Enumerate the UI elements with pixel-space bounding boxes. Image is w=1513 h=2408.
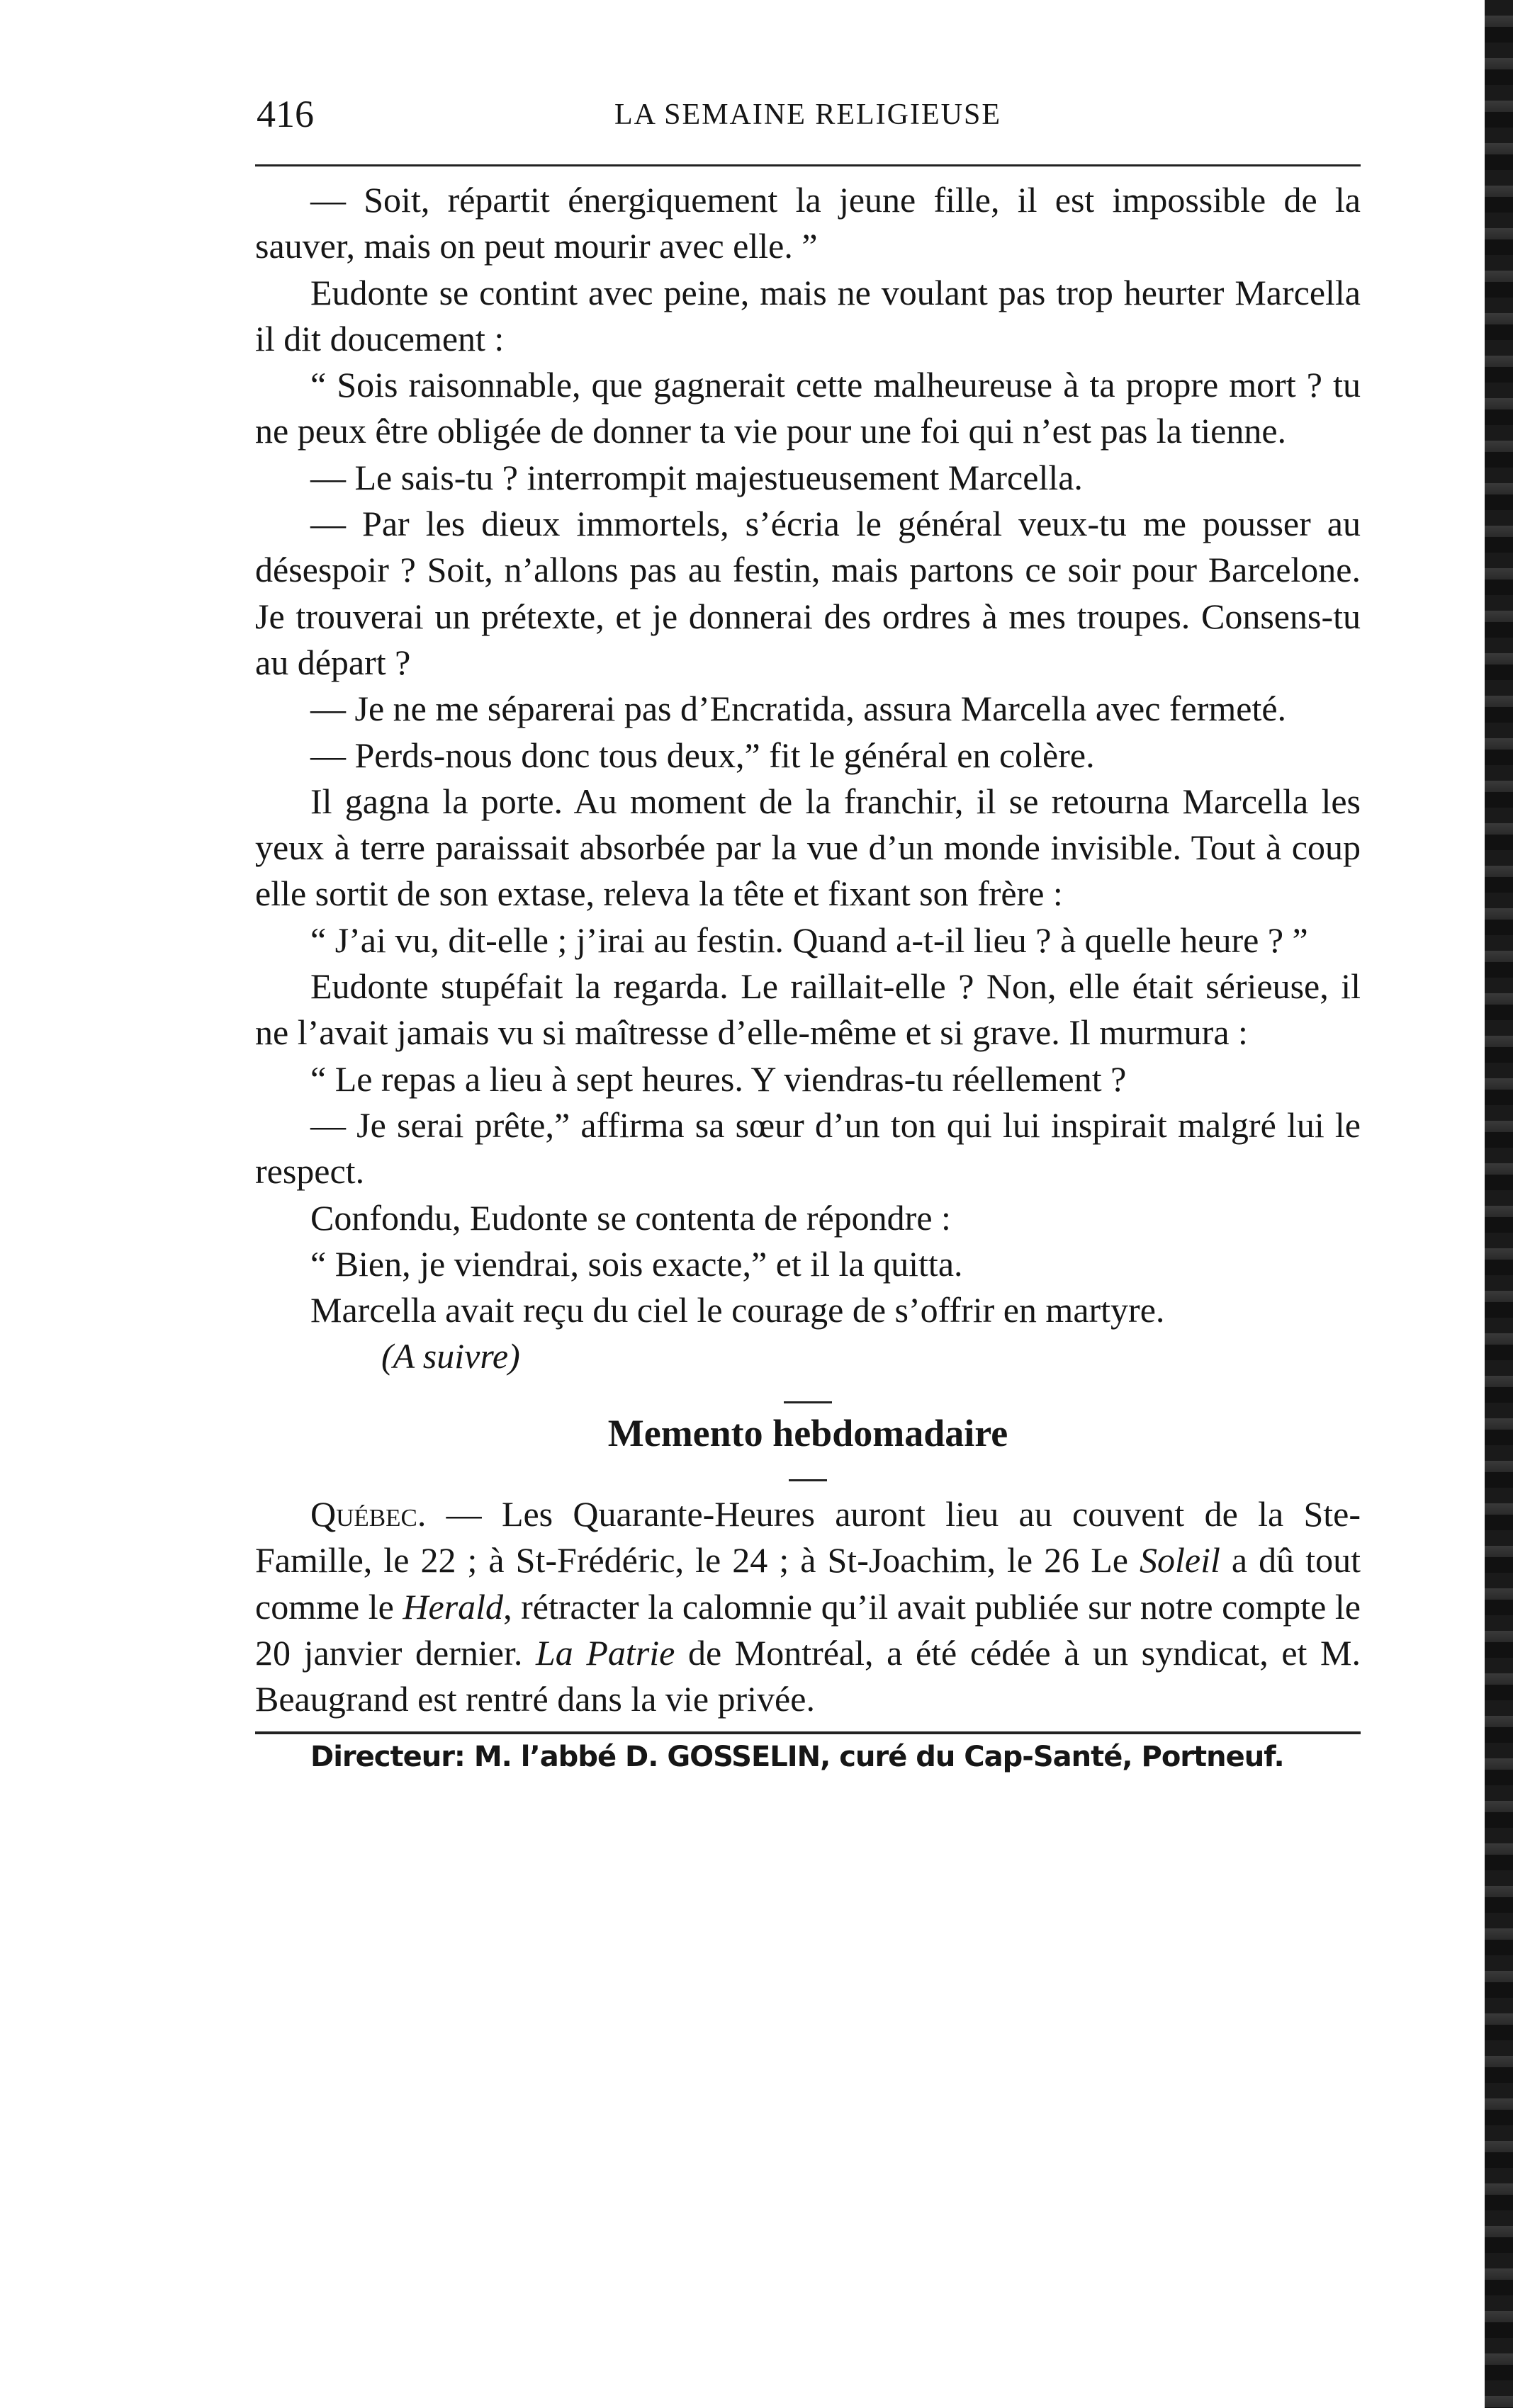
story-paragraph: — Je serai prête,” affirma sa sœur d’un ton qui lui inspirait malgré lui le respect. [255, 1104, 1361, 1192]
story-paragraph: “ Le repas a lieu à sept heures. Y viendras-tu réellement ? [310, 1058, 1127, 1099]
news-place: Québec. [310, 1494, 427, 1534]
story-paragraph: — Perds-nous donc tous deux,” fit le général en colère. [310, 735, 1095, 775]
section-heading: Memento hebdomadaire [607, 1411, 1008, 1454]
news-paragraph [255, 1491, 1361, 1722]
news-text: — Les Quarante-Heures auront lieu au couvent de la Ste-Famille, le 22 ; à St-Frédéric, le 24 ; à St-Joachim, le 26 Le [255, 1494, 1361, 1581]
story-paragraph: — Soit, répartit énergiquement la jeune fille, il est impossible de la sauver, mais on peut mourir avec elle. ” [255, 180, 1361, 266]
scan-page-edge [1485, 0, 1513, 2408]
story-paragraph: “ Sois raisonnable, que gagnerait cette malheureuse à ta propre mort ? tu ne peux être obligée de donner ta vie pour une foi qui n’est pas la tienne. [255, 365, 1361, 451]
story-paragraph: “ J’ai vu, dit-elle ; j’irai au festin. Quand a-t-il lieu ? à quelle heure ? ” [310, 920, 1308, 960]
story-paragraph: Eudonte stupéfait la regarda. Le raillait-elle ? Non, elle était sérieuse, il ne l’avait jamais vu si maîtresse d’elle-même et si grave. Il murmura : [255, 966, 1361, 1053]
news-text: a dû tout comme le [255, 1540, 1361, 1627]
running-title: LA SEMAINE RELIGIEUSE [614, 98, 1001, 131]
newspaper-name: Herald [403, 1586, 504, 1627]
header-rule [255, 164, 1361, 166]
story-paragraph: Confondu, Eudonte se contenta de répondre : [310, 1197, 951, 1238]
running-head [255, 92, 1361, 142]
section-divider [789, 1479, 827, 1481]
newspaper-name: Soleil [1140, 1540, 1220, 1581]
news-text: de Montréal, a été cédée à un syndicat, et M. Beaugrand est rentré dans la vie privée. [255, 1632, 1361, 1719]
story-paragraph: — Je ne me séparerai pas d’Encratida, assura Marcella avec fermeté. [310, 689, 1287, 729]
news-text: , rétracter la calomnie qu’il avait publiée sur notre compte le 20 janvier dernier. [255, 1586, 1361, 1673]
section-divider [784, 1401, 832, 1403]
story-paragraph: Eudonte se contint avec peine, mais ne voulant pas trop heurter Marcella il dit doucement : [255, 272, 1361, 358]
page-number: 416 [257, 93, 314, 135]
story-paragraph: “ Bien, je viendrai, sois exacte,” et il la quitta. [310, 1243, 963, 1284]
director-line: Directeur: M. l’abbé D. GOSSELIN, curé du Cap-Santé, Portneuf. [310, 1740, 1284, 1773]
to-be-continued: (A suivre) [381, 1336, 520, 1377]
story-paragraph: Il gagna la porte. Au moment de la franchir, il se retourna Marcella les yeux à terre paraissait absorbée par la vue d’un monde invisible. Tout à coup elle sortit de son extase, releva la tête et fixant son frère : [255, 781, 1361, 914]
body-text [255, 177, 1361, 1780]
newspaper-name: La Patrie [535, 1632, 675, 1673]
story-paragraph: — Par les dieux immortels, s’écria le général veux-tu me pousser au désespoir ? Soit, n’allons pas au festin, mais partons ce soir pour Barcelone. Je trouverai un prétexte, et je donnerai des ordres à mes troupes. Consens-tu au départ ? [255, 504, 1361, 682]
memento-news [255, 1491, 1361, 1722]
story-paragraph: — Le sais-tu ? interrompit majestueusement Marcella. [310, 457, 1083, 497]
story-paragraph: Marcella avait reçu du ciel le courage de s’offrir en martyre. [310, 1290, 1165, 1330]
